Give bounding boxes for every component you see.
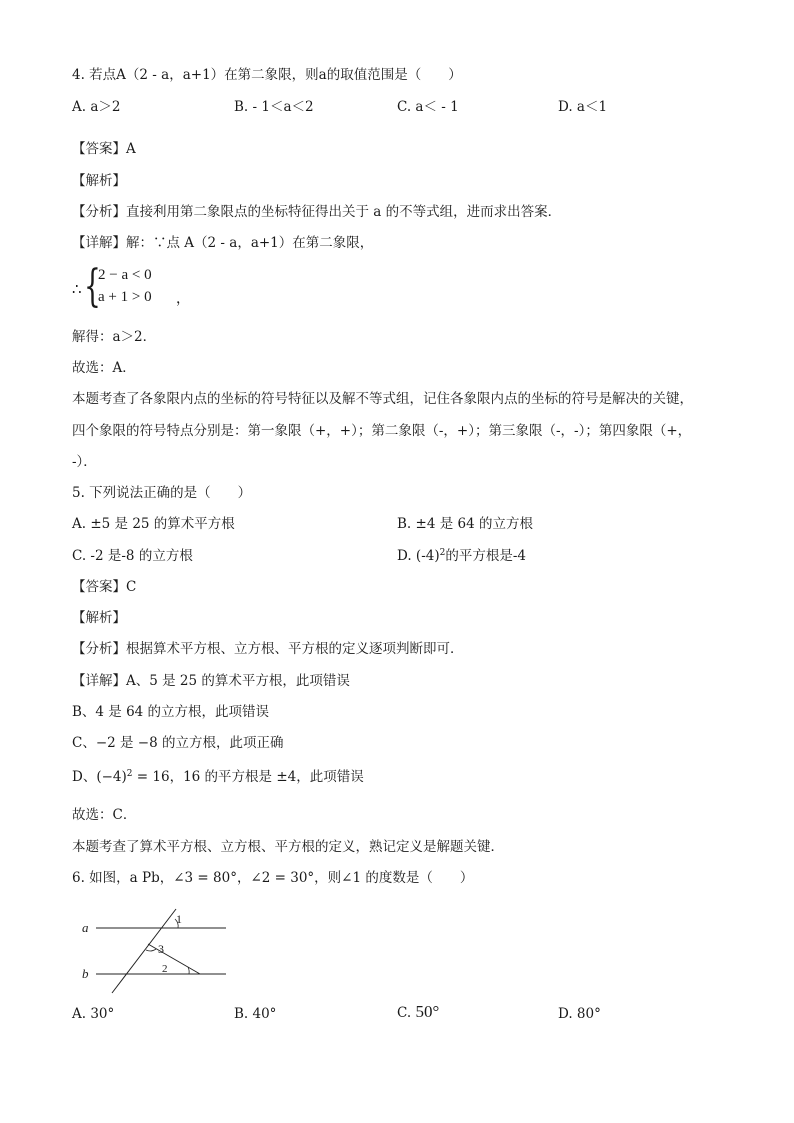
q5-detail-d-base: D、(−4) (72, 769, 127, 785)
q4-stem: 4. 若点A（2 - a，a+1）在第二象限，则a的取值范围是（ ） (72, 67, 462, 83)
system-comma: ， (176, 291, 190, 307)
q5-summary: 本题考查了算术平方根、立方根、平方根的定义，熟记定义是解题关键． (72, 839, 504, 855)
q4-option-d: D. a＜1 (558, 99, 608, 115)
q5-detail-d (72, 768, 364, 786)
q5-option-d-rest: 的平方根是-4 (445, 548, 526, 564)
q4-summary-line-1: 本题考查了各象限内点的坐标的符号特征以及解不等式组，记住各象限内点的坐标的符号是解决的关键， (72, 391, 693, 407)
parallel-lines-figure (78, 903, 238, 995)
q4-summary-line-3: -）． (72, 454, 97, 470)
label-a: a (82, 920, 89, 935)
label-b: b (82, 966, 89, 981)
q4-choose: 故选：A． (72, 360, 136, 376)
q4-option-b: B. - 1＜a＜2 (234, 99, 314, 115)
q4-inequality-system (72, 261, 192, 312)
q5-detail-b: B、4 是 64 的立方根，此项错误 (72, 704, 270, 720)
left-brace-icon: { (84, 261, 101, 312)
q4-answer: 【答案】A (72, 141, 136, 157)
q6-option-b: B. 40° (234, 1006, 277, 1022)
angle-3-arc (146, 949, 156, 951)
q5-option-d (397, 547, 526, 565)
q5-detail-d-exponent: 2 (126, 769, 133, 779)
inequality-row-1: 2 − a < 0 (98, 267, 152, 283)
q4-option-a: A. a＞2 (72, 99, 121, 115)
q6-option-d: D. 80° (558, 1006, 601, 1022)
q5-stem: 5. 下列说法正确的是（ ） (72, 485, 252, 501)
therefore-symbol: ∴ (72, 280, 82, 298)
slanted-segment (148, 944, 200, 974)
q6-stem: 6. 如图，a Pb，∠3 = 80°，∠2 = 30°，则∠1 的度数是（ ） (72, 870, 474, 886)
label-angle-2: 2 (162, 963, 168, 975)
q5-answer: 【答案】C (72, 579, 137, 595)
q6-option-c (397, 1003, 439, 1022)
q5-option-b: B. ±4 是 64 的立方根 (397, 516, 533, 532)
q4-xiangjie: 【详解】解：∵点 A（2 - a，a+1）在第二象限， (72, 235, 374, 251)
q5-option-d-base: D. (-4) (397, 548, 440, 564)
q6-option-c-label: C. (397, 1005, 416, 1021)
q5-fenxi: 【分析】根据算术平方根、立方根、平方根的定义逐项判断即可． (72, 641, 464, 657)
label-angle-1: 1 (176, 912, 182, 926)
q4-option-c: C. a＜ - 1 (397, 99, 459, 115)
q5-option-d-exponent: 2 (439, 548, 446, 558)
q5-detail-d-rest: = 16，16 的平方根是 ±4，此项错误 (132, 769, 364, 785)
q4-fenxi: 【分析】直接利用第二象限点的坐标特征得出关于 a 的不等式组，进而求出答案． (72, 204, 562, 220)
q5-option-c: C. -2 是-8 的立方根 (72, 548, 193, 564)
label-angle-3: 3 (158, 942, 164, 956)
q6-option-c-value: 50° (415, 1002, 440, 1021)
transversal-line (112, 909, 176, 993)
q4-summary-line-2: 四个象限的符号特点分别是：第一象限（+，+）；第二象限（-，+）；第三象限（-，-）；第四象限（+， (72, 423, 692, 439)
q4-solve: 解得：a＞2． (72, 329, 157, 345)
q4-analysis-label: 【解析】 (72, 173, 126, 189)
q5-detail-a: 【详解】A、5 是 25 的算术平方根，此项错误 (72, 673, 350, 689)
inequality-row-2: a + 1 > 0 (98, 289, 152, 305)
q5-option-a: A. ±5 是 25 的算术平方根 (72, 516, 235, 532)
q5-analysis-label: 【解析】 (72, 610, 126, 626)
q5-choose: 故选：C． (72, 807, 137, 823)
q6-option-a: A. 30° (72, 1006, 115, 1022)
q5-detail-c: C、−2 是 −8 的立方根，此项正确 (72, 735, 284, 751)
